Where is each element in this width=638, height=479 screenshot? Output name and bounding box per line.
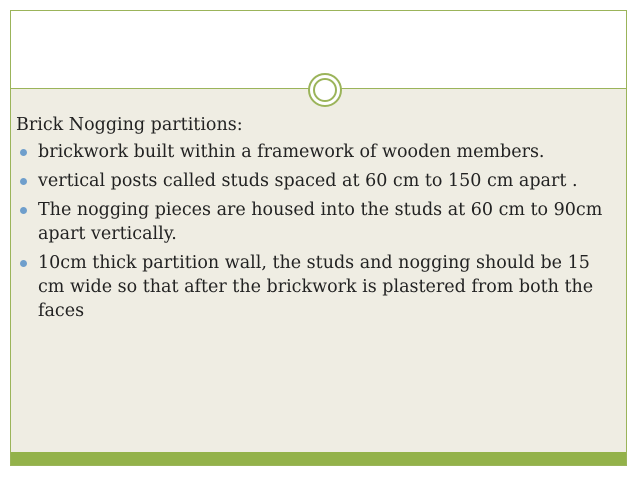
circle-ornament-inner bbox=[313, 78, 337, 102]
footer-bar bbox=[11, 452, 626, 465]
bullet-list bbox=[16, 140, 606, 323]
bullet-dot-icon bbox=[20, 178, 27, 185]
bullet-item bbox=[16, 251, 606, 323]
bullet-text: The nogging pieces are housed into the studs at 60 cm to 90cm apart vertically. bbox=[38, 200, 603, 244]
bullet-text: vertical posts called studs spaced at 60 cm to 150 cm apart . bbox=[38, 171, 578, 191]
bullet-text: brickwork built within a framework of wooden members. bbox=[38, 142, 545, 162]
bullet-item bbox=[16, 140, 606, 164]
bullet-dot-icon bbox=[20, 207, 27, 214]
slide-body bbox=[16, 113, 606, 328]
slide-heading: Brick Nogging partitions: bbox=[16, 115, 243, 135]
bullet-dot-icon bbox=[20, 260, 27, 267]
bullet-text: 10cm thick partition wall, the studs and nogging should be 15 cm wide so that after the brickwork is plastered from both the faces bbox=[38, 253, 594, 321]
bullet-dot-icon bbox=[20, 149, 27, 156]
bullet-item bbox=[16, 169, 606, 193]
circle-ornament-icon bbox=[308, 73, 342, 107]
bullet-item bbox=[16, 198, 606, 246]
